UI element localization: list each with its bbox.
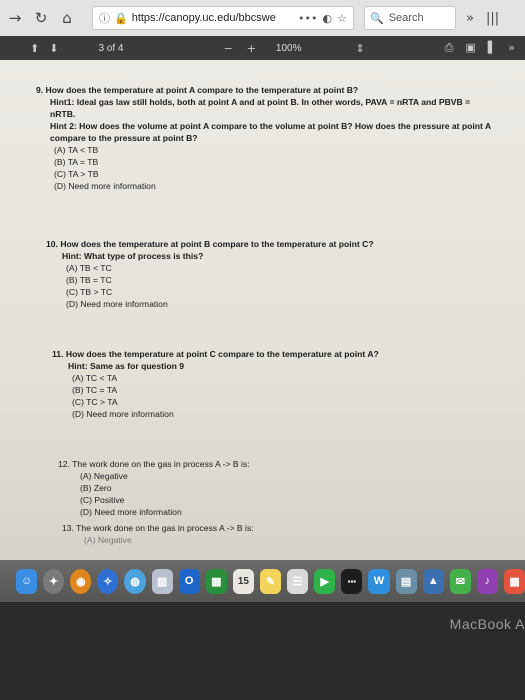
chrome-icon[interactable]: ◍ — [124, 569, 145, 594]
hint-text: Hint: Same as for question 9 — [68, 361, 185, 371]
question-11 — [52, 348, 482, 420]
facetime-icon[interactable]: ▶ — [314, 569, 335, 594]
itunes-icon[interactable]: ♪ — [477, 569, 498, 594]
finder-icon[interactable]: ☺ — [16, 569, 37, 594]
maps-icon[interactable]: ▲ — [423, 569, 444, 594]
option-a: (A) Negative — [84, 535, 132, 545]
photobooth-icon[interactable]: ▦ — [504, 569, 525, 594]
dock — [0, 560, 525, 602]
option-d: (D) Need more information — [54, 181, 156, 191]
firefox-icon[interactable]: ◉ — [70, 569, 91, 594]
search-box[interactable] — [364, 6, 456, 30]
option-a: (A) TC < TA — [72, 373, 118, 383]
option-a: (A) TB < TC — [66, 263, 112, 273]
option-c: (C) TC > TA — [72, 397, 118, 407]
option-c: (C) TA > TB — [54, 169, 99, 179]
hint-text: Hint1: Ideal gas law still holds, both at point A and at point B. In other words, PAVA = nRTA and PBVB = nRTB. — [50, 97, 471, 119]
page-indicator[interactable]: 3 of 4 — [98, 42, 124, 54]
launchpad-icon[interactable]: ✦ — [43, 569, 64, 594]
question-text: 13. The work done on the gas in process A -> B is: — [62, 523, 254, 533]
option-d: (D) Need more information — [80, 507, 182, 517]
question-text: 11. How does the temperature at point C compare to the temperature at point A? — [52, 349, 379, 359]
pdf-toolbar — [0, 36, 525, 60]
zoom-in-button[interactable]: + — [246, 41, 256, 55]
browser-toolbar — [0, 0, 525, 36]
bookmark-icon[interactable]: ▌ — [487, 41, 497, 54]
word-icon[interactable]: W — [368, 569, 389, 594]
photos-icon[interactable]: ▤ — [396, 569, 417, 594]
question-12 — [58, 458, 478, 518]
star-icon[interactable]: ☆ — [337, 11, 347, 25]
calendar-icon[interactable] — [233, 569, 254, 594]
pocket-icon[interactable]: ◐ — [322, 11, 333, 25]
question-text: 10. How does the temperature at point B compare to the temperature at point C? — [46, 239, 374, 249]
lock-icon: 🔒 — [114, 11, 128, 25]
question-13 — [62, 522, 482, 546]
tools-icon[interactable]: » — [508, 41, 515, 54]
next-page-icon[interactable]: ⬇ — [49, 41, 59, 55]
pdf-page — [0, 60, 525, 560]
laptop-bezel — [0, 602, 525, 700]
search-input[interactable]: Search — [388, 12, 424, 24]
previous-page-icon[interactable]: ⬆ — [30, 41, 40, 55]
search-icon: 🔍 — [370, 12, 384, 25]
print-icon[interactable]: ⎙ — [444, 41, 454, 54]
preview-icon[interactable]: ▥ — [152, 569, 173, 594]
question-10 — [46, 238, 486, 310]
safari-icon[interactable]: ✧ — [97, 569, 118, 594]
hint-text: Hint 2: How does the volume at point A compare to the volume at point B? How does the pressure at point A compare to the pressure at point B? — [50, 121, 491, 143]
option-a: (A) TA < TB — [54, 145, 99, 155]
reminders-icon[interactable]: ☰ — [287, 569, 308, 594]
notes-icon[interactable]: ✎ — [260, 569, 281, 594]
activity-monitor-icon[interactable]: ▪▪▪ — [341, 569, 362, 594]
option-a: (A) Negative — [80, 471, 128, 481]
more-icon[interactable]: ••• — [298, 11, 318, 25]
zoom-dropdown-icon[interactable]: ⇕ — [355, 41, 365, 55]
outlook-icon[interactable]: O — [179, 569, 200, 594]
zoom-level[interactable]: 100% — [275, 42, 302, 54]
brand-label: MacBook A — [449, 616, 525, 632]
question-text: 12. The work done on the gas in process A -> B is: — [58, 459, 250, 469]
option-b: (B) TA = TB — [54, 157, 99, 167]
zoom-out-button[interactable]: − — [223, 41, 233, 55]
messages-icon[interactable]: ✉ — [450, 569, 471, 594]
forward-icon[interactable]: → — [8, 9, 22, 27]
option-c: (C) Positive — [80, 495, 125, 505]
overflow-icon[interactable]: » — [466, 10, 474, 26]
library-icon[interactable]: ||| — [485, 10, 500, 26]
option-b: (B) TB = TC — [66, 275, 112, 285]
save-icon[interactable]: ▣ — [465, 41, 476, 54]
hint-text: Hint: What type of process is this? — [62, 251, 204, 261]
option-b: (B) Zero — [80, 483, 112, 493]
home-icon[interactable]: ⌂ — [62, 9, 72, 27]
url-text[interactable]: https://canopy.uc.edu/bbcswe — [131, 12, 276, 24]
question-9 — [36, 84, 496, 192]
question-text: 9. How does the temperature at point A compare to the temperature at point B? — [36, 85, 359, 95]
option-c: (C) TB > TC — [66, 287, 113, 297]
excel-icon[interactable]: ▦ — [206, 569, 227, 594]
calendar-day: 15 — [237, 575, 249, 587]
url-bar[interactable] — [92, 6, 354, 30]
reload-icon[interactable]: ↻ — [34, 9, 48, 27]
option-d: (D) Need more information — [72, 409, 174, 419]
option-b: (B) TC = TA — [72, 385, 118, 395]
info-icon[interactable]: ⓘ — [99, 12, 110, 25]
option-d: (D) Need more information — [66, 299, 168, 309]
